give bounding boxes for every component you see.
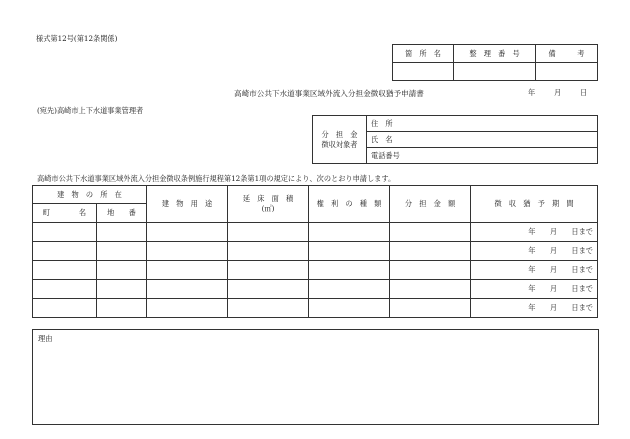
area-cell[interactable] bbox=[228, 242, 309, 261]
table-row bbox=[33, 280, 598, 299]
rights-cell[interactable] bbox=[309, 261, 390, 280]
date-month-label: 月 bbox=[554, 88, 562, 97]
town-cell[interactable] bbox=[33, 242, 97, 261]
rights-header: 権 利 の 種 類 bbox=[309, 186, 390, 223]
area-cell[interactable] bbox=[228, 261, 309, 280]
town-header: 町 名 bbox=[33, 204, 97, 223]
form-number: 様式第12号(第12条関係) bbox=[36, 34, 118, 43]
amount-header: 分 担 金 額 bbox=[390, 186, 471, 223]
rights-cell[interactable] bbox=[309, 280, 390, 299]
amount-cell[interactable] bbox=[390, 280, 471, 299]
deferral-period-cell[interactable]: 年 月 日まで bbox=[471, 299, 598, 318]
applicant-label-line1: 分 担 金 bbox=[321, 129, 358, 139]
lot-cell[interactable] bbox=[97, 261, 147, 280]
area-cell[interactable] bbox=[228, 280, 309, 299]
remarks-field[interactable] bbox=[536, 63, 598, 81]
amount-cell[interactable] bbox=[390, 223, 471, 242]
lot-cell[interactable] bbox=[97, 242, 147, 261]
admin-table bbox=[392, 44, 598, 81]
remarks-header: 備 考 bbox=[536, 45, 598, 63]
amount-cell[interactable] bbox=[390, 242, 471, 261]
table-row bbox=[33, 299, 598, 318]
main-table bbox=[32, 185, 598, 318]
usage-header: 建 物 用 途 bbox=[147, 186, 228, 223]
amount-cell[interactable] bbox=[390, 261, 471, 280]
town-cell[interactable] bbox=[33, 223, 97, 242]
area-unit: (㎡) bbox=[261, 204, 275, 213]
phone-label: 電話番号 bbox=[371, 150, 400, 160]
lot-cell[interactable] bbox=[97, 299, 147, 318]
address-label: 住 所 bbox=[371, 118, 393, 128]
reason-box[interactable] bbox=[32, 329, 599, 425]
usage-cell[interactable] bbox=[147, 299, 228, 318]
usage-cell[interactable] bbox=[147, 242, 228, 261]
reference-number-header: 整 理 番 号 bbox=[454, 45, 536, 63]
lot-cell[interactable] bbox=[97, 280, 147, 299]
area-cell[interactable] bbox=[228, 299, 309, 318]
deferral-period-cell[interactable]: 年 月 日まで bbox=[471, 242, 598, 261]
applicant-label bbox=[313, 116, 367, 164]
date-day-label: 日 bbox=[580, 88, 588, 97]
name-field[interactable] bbox=[367, 132, 598, 148]
reference-number-field[interactable] bbox=[454, 63, 536, 81]
usage-cell[interactable] bbox=[147, 261, 228, 280]
table-row bbox=[33, 223, 598, 242]
lot-header: 地 番 bbox=[97, 204, 147, 223]
lot-cell[interactable] bbox=[97, 223, 147, 242]
deferral-header: 徴 収 猶 予 期 間 bbox=[471, 186, 598, 223]
area-header: 延 床 面 積 bbox=[242, 194, 294, 203]
phone-field[interactable] bbox=[367, 148, 598, 164]
town-cell[interactable] bbox=[33, 299, 97, 318]
location-name-field[interactable] bbox=[393, 63, 454, 81]
table-row bbox=[33, 261, 598, 280]
usage-cell[interactable] bbox=[147, 280, 228, 299]
date-year-label: 年 bbox=[528, 88, 536, 97]
table-row bbox=[33, 242, 598, 261]
addressee: (宛先)高崎市上下水道事業管理者 bbox=[37, 106, 144, 115]
page-title: 高崎市公共下水道事業区域外流入分担金徴収猶予申請書 bbox=[234, 89, 424, 98]
amount-cell[interactable] bbox=[390, 299, 471, 318]
rights-cell[interactable] bbox=[309, 242, 390, 261]
location-header: 建 物 の 所 在 bbox=[57, 189, 122, 199]
area-cell[interactable] bbox=[228, 223, 309, 242]
town-cell[interactable] bbox=[33, 261, 97, 280]
rights-cell[interactable] bbox=[309, 223, 390, 242]
name-label: 氏 名 bbox=[371, 134, 393, 144]
reason-label: 理由 bbox=[38, 334, 53, 343]
applicant-label-line2: 徴収対象者 bbox=[321, 139, 358, 149]
rights-cell[interactable] bbox=[309, 299, 390, 318]
deferral-period-cell[interactable]: 年 月 日まで bbox=[471, 223, 598, 242]
address-field[interactable] bbox=[367, 116, 598, 132]
usage-cell[interactable] bbox=[147, 223, 228, 242]
area-header-cell bbox=[228, 186, 309, 223]
location-name-header: 箇 所 名 bbox=[393, 45, 454, 63]
deferral-period-cell[interactable]: 年 月 日まで bbox=[471, 280, 598, 299]
deferral-period-cell[interactable]: 年 月 日まで bbox=[471, 261, 598, 280]
applicant-table bbox=[312, 115, 598, 164]
town-cell[interactable] bbox=[33, 280, 97, 299]
statement-text: 高崎市公共下水道事業区域外流入分担金徴収条例施行規程第12条第1項の規定により、次のとおり申請します。 bbox=[37, 174, 396, 183]
location-header-cell bbox=[33, 186, 147, 204]
